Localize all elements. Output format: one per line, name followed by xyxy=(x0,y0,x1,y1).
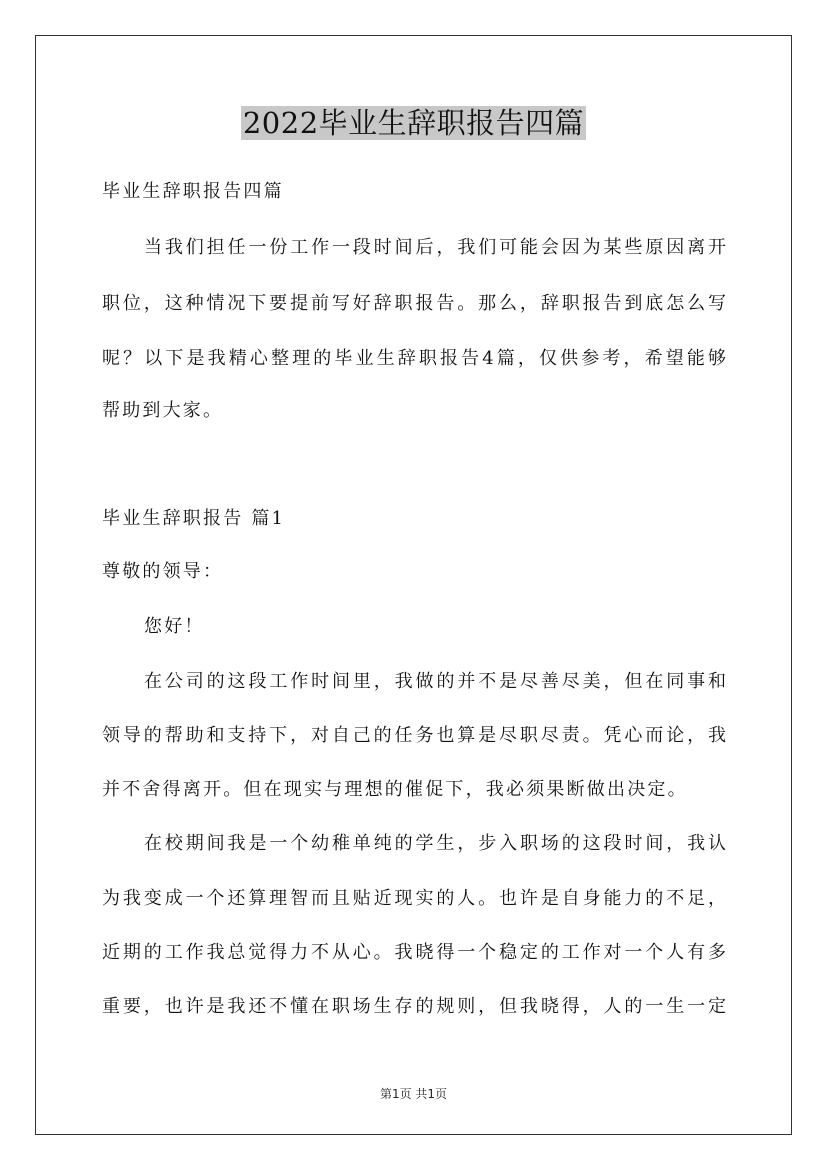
para2-line-2: 为我变成一个还算理智而且贴近现实的人。也许是自身能力的不足， xyxy=(102,888,726,909)
subtitle: 毕业生辞职报告四篇 xyxy=(102,181,284,202)
para2-line-1: 在校期间我是一个幼稚单纯的学生，步入职场的这段时间，我认 xyxy=(144,833,726,854)
greeting: 您好！ xyxy=(144,616,205,637)
para1-line-1: 在公司的这段工作时间里，我做的并不是尽善尽美，但在同事和 xyxy=(144,671,726,692)
document-title xyxy=(0,102,827,144)
para2-line-3: 近期的工作我总觉得力不从心。我晓得一个稳定的工作对一个人有多 xyxy=(102,942,726,963)
page-footer: 第1页 共1页 xyxy=(379,1087,448,1101)
intro-line-2: 职位，这种情况下要提前写好辞职报告。那么，辞职报告到底怎么写 xyxy=(102,293,726,314)
section-heading: 毕业生辞职报告 篇1 xyxy=(102,508,286,529)
document-title-text: 2022毕业生辞职报告四篇 xyxy=(242,106,585,140)
salutation: 尊敬的领导： xyxy=(102,561,224,582)
intro-line-4: 帮助到大家。 xyxy=(102,400,224,421)
para1-line-2: 领导的帮助和支持下，对自己的任务也算是尽职尽责。凭心而论，我 xyxy=(102,725,726,746)
intro-line-3: 呢？以下是我精心整理的毕业生辞职报告4篇，仅供参考，希望能够 xyxy=(102,348,726,369)
intro-line-1: 当我们担任一份工作一段时间后，我们可能会因为某些原因离开 xyxy=(144,237,726,258)
para1-line-3: 并不舍得离开。但在现实与理想的催促下，我必须果断做出决定。 xyxy=(102,779,688,800)
para2-line-4: 重要，也许是我还不懂在职场生存的规则，但我晓得，人的一生一定 xyxy=(102,996,726,1017)
